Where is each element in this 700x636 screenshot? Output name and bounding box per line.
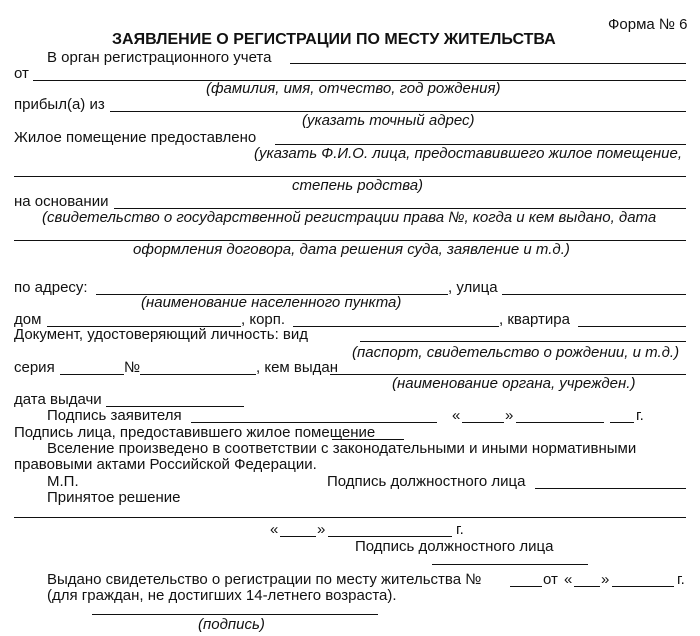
year-suffix-1: г. — [636, 407, 644, 424]
signature-field[interactable] — [92, 614, 378, 615]
issued-by-label: , кем выдан — [256, 359, 339, 376]
close-quote-3: » — [601, 571, 610, 588]
open-quote-3: « — [564, 571, 573, 588]
year-suffix-2: г. — [456, 521, 464, 538]
authority-field[interactable] — [290, 63, 686, 64]
open-quote-1: « — [452, 407, 461, 424]
official-signature-label: Подпись должностного лица — [327, 473, 526, 490]
id-doc-type-field[interactable] — [360, 341, 686, 342]
id-document-label: Документ, удостоверяющий личность: вид — [14, 326, 309, 343]
street-field[interactable] — [502, 294, 686, 295]
house-label: дом — [14, 311, 42, 328]
building-label: , корп. — [241, 311, 286, 328]
hint-basis-1: (свидетельство о государственной регистрации права №, когда и кем выдано, дата — [42, 209, 657, 226]
provider-signature-label: Подпись лица, предоставившего жилое помещение — [14, 424, 376, 441]
settlement-text-2: правовыми актами Российской Федерации. — [14, 456, 317, 473]
apartment-field[interactable] — [578, 326, 686, 327]
official-signature-field-2[interactable] — [432, 564, 588, 565]
certificate-issued-label: Выдано свидетельство о регистрации по месту жительства № — [47, 571, 482, 588]
hint-provider-2: степень родства) — [292, 177, 424, 194]
year-suffix-3: г. — [677, 571, 685, 588]
decision-day-field[interactable] — [280, 536, 316, 537]
hint-provider-1: (указать Ф.И.О. лица, предоставившего жилое помещение, — [254, 145, 683, 162]
hint-address: (указать точный адрес) — [302, 112, 475, 129]
building-field[interactable] — [293, 326, 499, 327]
at-address-label: по адресу: — [14, 279, 88, 296]
hint-authority: (наименование органа, учрежден.) — [392, 375, 636, 392]
doc-number-field[interactable] — [140, 374, 256, 375]
arrived-from-label: прибыл(а) из — [14, 96, 105, 113]
series-field[interactable] — [60, 374, 124, 375]
number-sign: № — [124, 359, 141, 376]
applicant-signature-label: Подпись заявителя — [47, 407, 182, 424]
hint-signature: (подпись) — [198, 616, 265, 633]
certificate-number-field[interactable] — [510, 586, 542, 587]
apartment-label: , квартира — [499, 311, 570, 328]
decision-month-field[interactable] — [328, 536, 452, 537]
certificate-month-field[interactable] — [612, 586, 674, 587]
sign-year-field[interactable] — [610, 422, 634, 423]
street-label: , улица — [448, 279, 498, 296]
series-label: серия — [14, 359, 55, 376]
close-quote-1: » — [505, 407, 514, 424]
from-label: от — [14, 65, 29, 82]
official-signature-label-2: Подпись должностного лица — [355, 538, 554, 555]
issue-date-label: дата выдачи — [14, 391, 102, 408]
basis-label: на основании — [14, 193, 109, 210]
decision-field[interactable] — [14, 517, 686, 518]
premises-provided-label: Жилое помещение предоставлено — [14, 129, 257, 146]
settlement-text-1: Вселение произведено в соответствии с законодательными и иными нормативными — [47, 440, 637, 457]
hint-basis-2: оформления договора, дата решения суда, заявление и т.д.) — [133, 241, 570, 258]
page-title: ЗАЯВЛЕНИЕ О РЕГИСТРАЦИИ ПО МЕСТУ ЖИТЕЛЬСТВА — [112, 31, 556, 48]
certificate-day-field[interactable] — [574, 586, 600, 587]
sign-month-field[interactable] — [516, 422, 604, 423]
certificate-note: (для граждан, не достигших 14-летнего возраста). — [47, 587, 397, 604]
certificate-from-label: от — [543, 571, 558, 588]
official-signature-field[interactable] — [535, 488, 686, 489]
to-authority-label: В орган регистрационного учета — [47, 49, 272, 66]
close-quote-2: » — [317, 521, 326, 538]
form-number: Форма № 6 — [608, 16, 688, 33]
hint-fio: (фамилия, имя, отчество, год рождения) — [206, 80, 501, 97]
sign-day-field[interactable] — [462, 422, 504, 423]
hint-locality: (наименование населенного пункта) — [141, 294, 402, 311]
open-quote-2: « — [270, 521, 279, 538]
decision-label: Принятое решение — [47, 489, 181, 506]
applicant-signature-field[interactable] — [191, 422, 437, 423]
seal-label: М.П. — [47, 473, 79, 490]
hint-doc-type: (паспорт, свидетельство о рождении, и т.д.) — [352, 344, 680, 361]
